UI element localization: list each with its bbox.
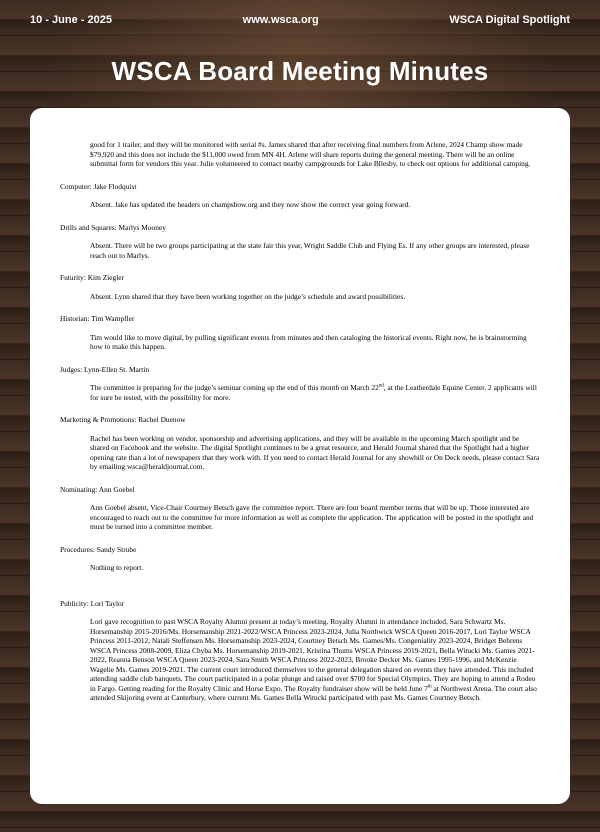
publicity-body-text-2: at Northwest Arena. The court also attended Skijoring event at Canterbury, where current Ms. Games Bella Witucki participated with past Ms. Games Courtney Betsch.	[90, 683, 537, 702]
page-title: WSCA Board Meeting Minutes	[111, 56, 489, 86]
website-link[interactable]: www.wsca.org	[242, 14, 319, 26]
nominating-heading: Nominating: Ann Goebel	[60, 484, 135, 494]
issue-date: 10 - June - 2025	[30, 14, 112, 26]
top-bar	[0, 0, 600, 40]
futurity-body: Absent. Lynn shared that they have been working together on the judge’s schedule and award possibilities.	[90, 291, 406, 301]
futurity-heading: Futurity: Kim Ziegler	[60, 273, 125, 282]
judges-body	[90, 383, 540, 402]
judges-heading: Judges: Lynn-Ellen St. Martin	[60, 364, 150, 374]
drills-heading: Drills and Squares: Marlys Mooney	[60, 222, 166, 232]
publicity-heading: Publicity: Lori Taylor	[60, 598, 125, 608]
historian-heading: Historian: Tim Wampfler	[60, 314, 135, 323]
procedures-body: Nothing to report.	[90, 563, 144, 572]
computer-body: Absent. Jake has updated the headers on champshow.org and they now show the correct year going forward.	[90, 200, 411, 209]
drills-body: Absent. There will be two groups participating at the state fair this year, Wright Saddle Club and Flying Es. If any other groups are interested, please reach out to Marlys.	[90, 241, 530, 260]
judges-body-text: The committee is preparing for the judge’s seminar coming up the end of this month on March 22	[90, 383, 379, 392]
procedures-heading: Procedures: Sandy Strube	[60, 544, 137, 554]
historian-body: Tim would like to move digital, by pulling significant events from minutes and then cataloging the historical events. Right now, he is brainstorming how to make this happen.	[90, 332, 527, 351]
judges-body-text-2: , at the Leatherdale Equine Center. 2 applicants will for sure be tested, with the possibility for more.	[90, 383, 537, 402]
marketing-body: Rachel has been working on vendor, sponsorship and advertising applications, and they will be available in the upcoming March spotlight and be shared on Facebook and the website. The digital Spotlight continues to be a great resource, and Herald Journal shared that the Spotlight had a higher opening rate than a lot of newspapers that they work with. If you need to contact Herald Journal for any showbill or On Deck needs, please contact Sara by emailing wsca@heraldjournal.com.	[90, 433, 540, 471]
publicity-body	[90, 617, 540, 703]
publicity-ordinal: th	[427, 684, 432, 690]
judges-ordinal: nd	[378, 383, 384, 389]
publicity-body-text: Lori gave recognition to past WSCA Royalty Alumni present at today’s meeting. Royalty Alumni in attendance included, Sara Schwartz Ms. Horsemanship 2015-2016/Ms. Horsemanship 2021-2022/WSCA Princess 2023-2024, Julia Northwick WSCA Queen 2016-2017, Lori Taylor WSCA Princess 2011-2012, Natali Steffensen Ms. Horsemanship 2023-2024, Courtney Betsch Ms. Games/Ms. Congeniality 2023-2024, Bridget Behrens WSCA Princess 2008-2009, Eliza Chyba Ms. Horsemanship 2019-2021, Kristina Thums WSCA Princess 2019-2021, Bella Witucki Ms. Games 2021-2022, Reanna Benson WSCA Queen 2023-2024, Sara Smith WSCA Princess 2022-2023, Brooke Decker Ms. Games 1995-1996, and McKenzie Wagelie Ms. Games 2019-2021. The current court introduced themselves to the general delegation shared on events they have attended. This included attending saddle club banquets. The court participated in a polar plunge and raised over $700 for Special Olympics. They are hoping to attend a Rodeo in Fargo. Getting reading for the Royalty Clinic and Horse Expo. The Royalty fundraiser show will be held June 7	[90, 617, 536, 693]
marketing-heading: Marketing & Promotions: Rachel Duenow	[60, 415, 186, 424]
minutes-card	[30, 108, 570, 804]
intro-paragraph: good for 1 trailer, and they will be monitored with serial #s. James shared that after receiving final numbers from Arlene, 2024 Champ show made $79,920 and this does not include the $11,000 owed from MN 4H. Arlene will share reports during the general meeting. There will be an online submittal form for vendors this year. Julie volunteered to contact nearby campgrounds for Lake Bllesby, to check out options for additional camping.	[90, 140, 531, 168]
computer-heading: Computer: Jake Flodquist	[60, 181, 137, 191]
nominating-body: Ann Goebel absent, Vice-Chair Courtney Betsch gave the committee report. There are four board member terms that will be up. Those interested are encouraged to reach out to the committee for more information as well as complete the application. The application will be posted in the spotlight and must be turned into a committee member.	[90, 503, 534, 531]
publication-name: WSCA Digital Spotlight	[449, 14, 570, 26]
